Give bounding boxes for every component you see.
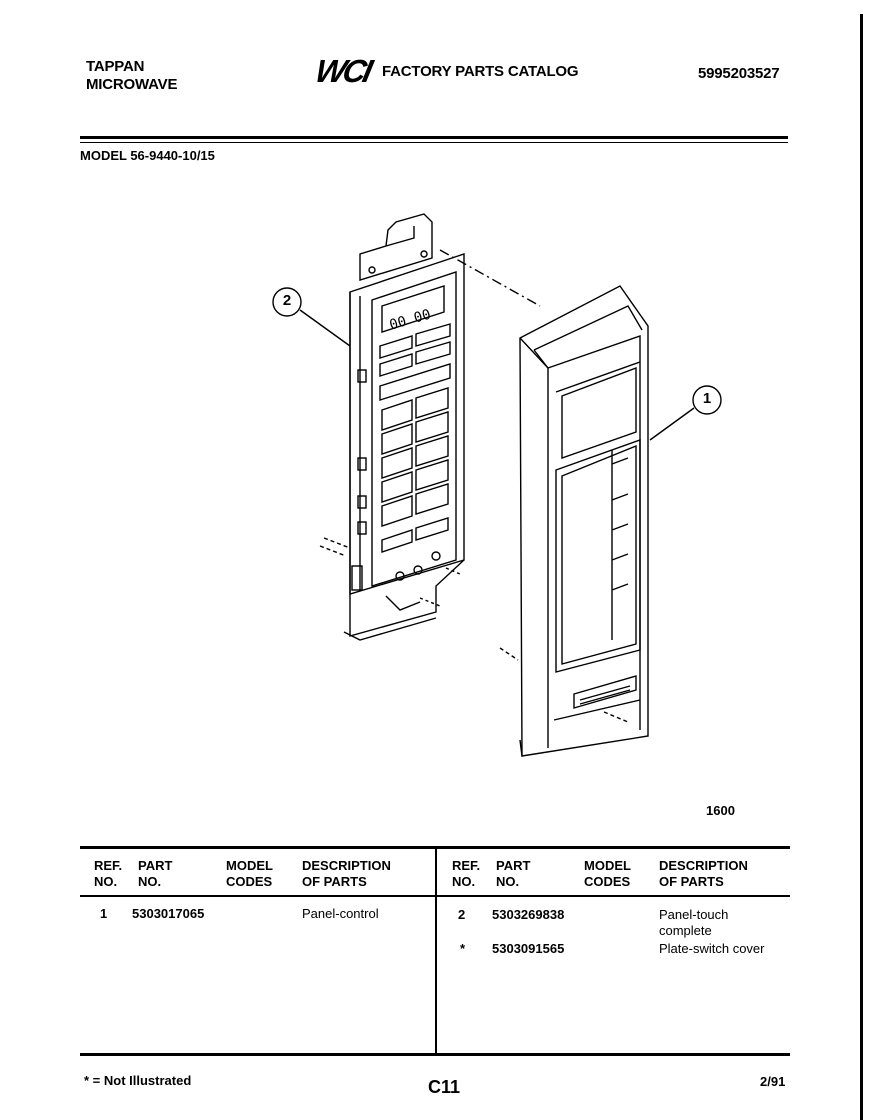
- figure-number: 1600: [706, 803, 735, 818]
- row-ref: 2: [458, 907, 466, 922]
- row-part: 5303017065: [132, 906, 205, 921]
- row-part: 5303091565: [492, 941, 565, 956]
- row-desc: Plate-switch cover: [659, 941, 765, 956]
- row-ref: 1: [100, 906, 108, 921]
- callout-2: 2: [282, 292, 292, 309]
- col-ref-no-left: REF. NO.: [94, 858, 123, 889]
- col-part-no-left: PART NO.: [138, 858, 173, 889]
- col-description-left: DESCRIPTION OF PARTS: [302, 858, 391, 889]
- catalog-number: 5995203527: [698, 65, 780, 82]
- row-desc: Panel-touch complete: [659, 907, 729, 938]
- touch-panel-assembly: [500, 286, 648, 756]
- brand-line-2: MICROWAVE: [86, 76, 178, 93]
- col-description-right: DESCRIPTION OF PARTS: [659, 858, 748, 889]
- catalog-title: FACTORY PARTS CATALOG: [382, 63, 579, 80]
- row-ref: *: [460, 941, 466, 956]
- row-desc: Panel-control: [302, 906, 379, 921]
- col-part-no-right: PART NO.: [496, 858, 531, 889]
- wci-logo: WCI: [312, 53, 374, 89]
- callout-1: 1: [702, 390, 712, 407]
- control-panel-assembly: [320, 214, 464, 640]
- table-rule-bottom: [80, 1053, 790, 1056]
- col-model-codes-right: MODEL CODES: [584, 858, 631, 889]
- col-model-codes-left: MODEL CODES: [226, 858, 273, 889]
- table-divider: [435, 848, 437, 1054]
- brand-line-1: TAPPAN: [86, 58, 145, 75]
- model-label: MODEL 56-9440-10/15: [80, 148, 215, 163]
- page-code: C11: [428, 1077, 461, 1097]
- svg-text:00 00: 00 00: [387, 306, 433, 334]
- footer-date: 2/91: [760, 1074, 786, 1089]
- row-part: 5303269838: [492, 907, 565, 922]
- col-ref-no-right: REF. NO.: [452, 858, 481, 889]
- footer-legend: * = Not Illustrated: [84, 1073, 192, 1088]
